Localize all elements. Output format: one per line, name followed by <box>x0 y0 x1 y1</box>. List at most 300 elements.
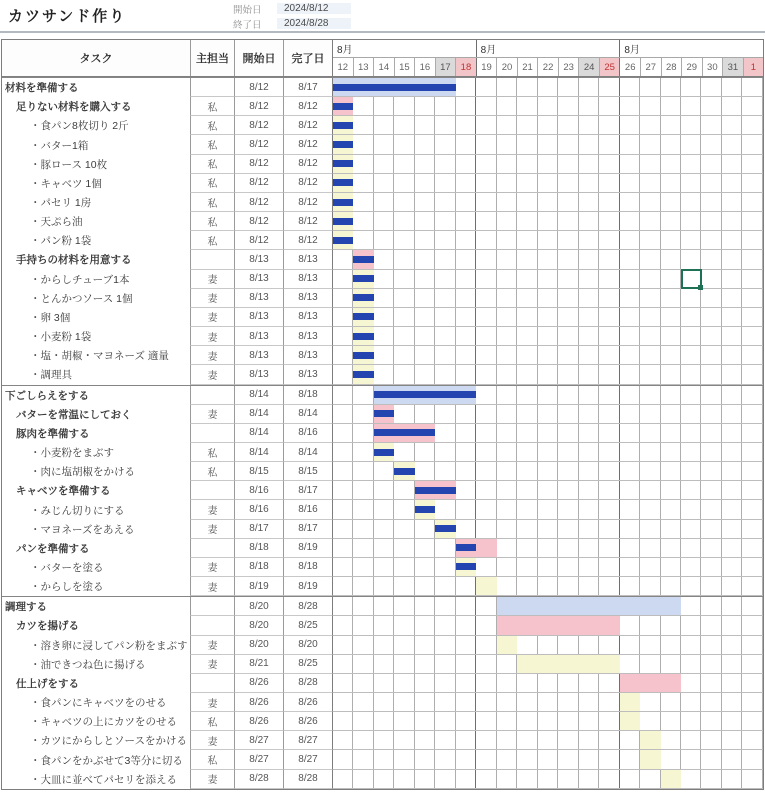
day-cell[interactable] <box>333 365 353 383</box>
day-cell[interactable] <box>701 308 721 326</box>
day-cell[interactable] <box>661 750 681 768</box>
day-cell[interactable] <box>538 78 558 96</box>
owner-cell[interactable] <box>190 78 234 97</box>
task-cell[interactable]: ・みじん切りにする <box>2 500 190 519</box>
day-cell[interactable] <box>558 155 578 173</box>
day-header-cell[interactable]: 26 <box>620 58 641 76</box>
day-cell[interactable] <box>681 97 701 115</box>
day-cell[interactable] <box>435 712 455 730</box>
day-cell[interactable] <box>374 174 394 192</box>
day-cell[interactable] <box>374 693 394 711</box>
day-cell[interactable] <box>599 116 619 134</box>
day-cell[interactable] <box>620 750 640 768</box>
day-cell[interactable] <box>640 308 660 326</box>
day-cell[interactable] <box>476 174 496 192</box>
day-cell[interactable] <box>722 346 742 364</box>
day-cell[interactable] <box>497 424 517 442</box>
day-cell[interactable] <box>435 327 455 345</box>
day-header-cell[interactable]: 20 <box>497 58 518 76</box>
day-cell[interactable] <box>435 693 455 711</box>
day-cell[interactable] <box>681 386 701 404</box>
owner-cell[interactable]: 妻 <box>190 770 234 789</box>
day-cell[interactable] <box>394 636 414 654</box>
day-cell[interactable] <box>701 135 721 153</box>
day-header-cell[interactable]: 22 <box>538 58 559 76</box>
day-cell[interactable] <box>517 116 537 134</box>
day-cell[interactable] <box>538 116 558 134</box>
task-cell[interactable]: ・豚ロース 10枚 <box>2 155 190 174</box>
day-cell[interactable] <box>415 193 435 211</box>
day-cell[interactable] <box>415 462 435 480</box>
day-cell[interactable] <box>517 327 537 345</box>
day-cell[interactable] <box>353 616 373 634</box>
end-date-cell[interactable]: 8/18 <box>283 558 332 577</box>
day-cell[interactable] <box>415 289 435 307</box>
day-cell[interactable] <box>722 597 742 615</box>
day-cell[interactable] <box>394 327 414 345</box>
day-cell[interactable] <box>456 193 476 211</box>
start-date-cell[interactable]: 8/12 <box>234 174 283 193</box>
day-cell[interactable] <box>497 712 517 730</box>
day-cell[interactable] <box>701 116 721 134</box>
day-cell[interactable] <box>620 424 640 442</box>
day-cell[interactable] <box>722 731 742 749</box>
owner-cell[interactable]: 私 <box>190 231 234 250</box>
day-cell[interactable] <box>353 674 373 692</box>
day-cell[interactable] <box>456 405 476 423</box>
day-cell[interactable] <box>558 308 578 326</box>
day-cell[interactable] <box>661 174 681 192</box>
day-cell[interactable] <box>415 693 435 711</box>
day-cell[interactable] <box>599 520 619 538</box>
day-cell[interactable] <box>456 289 476 307</box>
day-cell[interactable] <box>538 135 558 153</box>
day-header-cell[interactable]: 19 <box>477 58 498 76</box>
day-cell[interactable] <box>579 97 599 115</box>
start-date-cell[interactable]: 8/12 <box>234 155 283 174</box>
day-cell[interactable] <box>497 212 517 230</box>
day-cell[interactable] <box>620 365 640 383</box>
end-date-cell[interactable]: 8/12 <box>283 135 332 154</box>
day-cell[interactable] <box>456 270 476 288</box>
day-cell[interactable] <box>640 520 660 538</box>
day-cell[interactable] <box>599 250 619 268</box>
day-cell[interactable] <box>538 193 558 211</box>
end-date-cell[interactable]: 8/25 <box>283 655 332 674</box>
day-cell[interactable] <box>701 539 721 557</box>
day-cell[interactable] <box>476 443 496 461</box>
day-cell[interactable] <box>476 116 496 134</box>
owner-cell[interactable]: 妻 <box>190 636 234 655</box>
day-cell[interactable] <box>517 539 537 557</box>
day-cell[interactable] <box>333 655 353 673</box>
day-cell[interactable] <box>742 116 762 134</box>
day-cell[interactable] <box>579 231 599 249</box>
day-cell[interactable] <box>722 155 742 173</box>
day-cell[interactable] <box>742 289 762 307</box>
day-cell[interactable] <box>497 365 517 383</box>
task-cell[interactable]: ・からしを塗る <box>2 577 190 596</box>
day-cell[interactable] <box>681 712 701 730</box>
owner-cell[interactable]: 私 <box>190 135 234 154</box>
day-cell[interactable] <box>722 577 742 595</box>
task-cell[interactable]: ・マヨネーズをあえる <box>2 520 190 539</box>
day-cell[interactable] <box>620 558 640 576</box>
day-cell[interactable] <box>353 750 373 768</box>
day-cell[interactable] <box>701 250 721 268</box>
start-date-cell[interactable]: 8/12 <box>234 193 283 212</box>
day-cell[interactable] <box>681 636 701 654</box>
day-cell[interactable] <box>579 174 599 192</box>
day-cell[interactable] <box>476 212 496 230</box>
day-cell[interactable] <box>579 712 599 730</box>
day-cell[interactable] <box>538 443 558 461</box>
start-date-cell[interactable]: 8/28 <box>234 770 283 789</box>
day-cell[interactable] <box>435 443 455 461</box>
day-cell[interactable] <box>558 462 578 480</box>
day-cell[interactable] <box>353 577 373 595</box>
task-cell[interactable]: ・卵 3個 <box>2 308 190 327</box>
day-cell[interactable] <box>599 308 619 326</box>
day-cell[interactable] <box>415 174 435 192</box>
day-cell[interactable] <box>435 462 455 480</box>
day-cell[interactable] <box>415 212 435 230</box>
day-cell[interactable] <box>701 597 721 615</box>
day-cell[interactable] <box>558 520 578 538</box>
day-cell[interactable] <box>701 674 721 692</box>
day-cell[interactable] <box>722 539 742 557</box>
day-cell[interactable] <box>681 616 701 634</box>
day-cell[interactable] <box>742 424 762 442</box>
day-cell[interactable] <box>742 212 762 230</box>
day-cell[interactable] <box>742 770 762 788</box>
fill-handle[interactable] <box>698 285 703 290</box>
day-cell[interactable] <box>742 78 762 96</box>
day-cell[interactable] <box>476 78 496 96</box>
day-cell[interactable] <box>742 135 762 153</box>
day-cell[interactable] <box>640 462 660 480</box>
owner-cell[interactable]: 私 <box>190 97 234 116</box>
day-cell[interactable] <box>701 365 721 383</box>
day-cell[interactable] <box>497 250 517 268</box>
day-cell[interactable] <box>333 250 353 268</box>
day-cell[interactable] <box>558 386 578 404</box>
day-cell[interactable] <box>394 308 414 326</box>
day-cell[interactable] <box>701 289 721 307</box>
day-cell[interactable] <box>742 386 762 404</box>
day-cell[interactable] <box>374 346 394 364</box>
task-cell[interactable]: 材料を準備する <box>2 78 190 97</box>
end-date-cell[interactable]: 8/27 <box>283 750 332 769</box>
day-cell[interactable] <box>538 424 558 442</box>
day-cell[interactable] <box>661 520 681 538</box>
start-date-cell[interactable]: 8/27 <box>234 750 283 769</box>
day-cell[interactable] <box>394 655 414 673</box>
day-cell[interactable] <box>497 558 517 576</box>
day-cell[interactable] <box>415 405 435 423</box>
day-cell[interactable] <box>476 308 496 326</box>
day-cell[interactable] <box>681 231 701 249</box>
day-cell[interactable] <box>456 655 476 673</box>
day-cell[interactable] <box>476 520 496 538</box>
day-cell[interactable] <box>640 231 660 249</box>
day-cell[interactable] <box>579 443 599 461</box>
day-cell[interactable] <box>661 193 681 211</box>
day-cell[interactable] <box>374 712 394 730</box>
end-date-cell[interactable]: 8/27 <box>283 731 332 750</box>
day-cell[interactable] <box>701 558 721 576</box>
day-cell[interactable] <box>456 712 476 730</box>
task-cell[interactable]: ・小麦粉 1袋 <box>2 327 190 346</box>
day-cell[interactable] <box>661 731 681 749</box>
day-cell[interactable] <box>374 500 394 518</box>
day-cell[interactable] <box>599 443 619 461</box>
day-cell[interactable] <box>620 193 640 211</box>
day-header-cell[interactable]: 30 <box>703 58 724 76</box>
day-cell[interactable] <box>497 270 517 288</box>
day-cell[interactable] <box>456 731 476 749</box>
day-cell[interactable] <box>681 155 701 173</box>
task-cell[interactable]: ・パセリ 1房 <box>2 193 190 212</box>
day-cell[interactable] <box>661 655 681 673</box>
owner-cell[interactable]: 私 <box>190 212 234 231</box>
day-cell[interactable] <box>742 731 762 749</box>
day-cell[interactable] <box>353 443 373 461</box>
start-date-cell[interactable]: 8/20 <box>234 636 283 655</box>
day-cell[interactable] <box>456 135 476 153</box>
day-cell[interactable] <box>517 386 537 404</box>
day-header-cell[interactable]: 25 <box>600 58 621 76</box>
day-cell[interactable] <box>374 577 394 595</box>
day-cell[interactable] <box>415 155 435 173</box>
end-date-cell[interactable]: 8/16 <box>283 424 332 443</box>
day-cell[interactable] <box>497 386 517 404</box>
end-date-cell[interactable]: 8/12 <box>283 116 332 135</box>
day-cell[interactable] <box>681 135 701 153</box>
end-date-cell[interactable]: 8/12 <box>283 174 332 193</box>
day-cell[interactable] <box>415 770 435 788</box>
day-cell[interactable] <box>497 481 517 499</box>
day-cell[interactable] <box>374 520 394 538</box>
day-cell[interactable] <box>333 750 353 768</box>
day-cell[interactable] <box>681 520 701 538</box>
day-cell[interactable] <box>661 558 681 576</box>
day-cell[interactable] <box>620 289 640 307</box>
day-cell[interactable] <box>701 462 721 480</box>
day-cell[interactable] <box>435 231 455 249</box>
end-date-cell[interactable]: 8/13 <box>283 308 332 327</box>
day-cell[interactable] <box>558 365 578 383</box>
day-cell[interactable] <box>620 250 640 268</box>
owner-cell[interactable] <box>190 250 234 269</box>
day-cell[interactable] <box>497 750 517 768</box>
day-cell[interactable] <box>333 443 353 461</box>
day-cell[interactable] <box>374 270 394 288</box>
day-header-cell[interactable]: 21 <box>518 58 539 76</box>
end-date-cell[interactable]: 8/14 <box>283 405 332 424</box>
day-cell[interactable] <box>722 270 742 288</box>
day-cell[interactable] <box>538 500 558 518</box>
day-cell[interactable] <box>497 231 517 249</box>
day-cell[interactable] <box>517 770 537 788</box>
day-cell[interactable] <box>476 731 496 749</box>
task-cell[interactable]: バターを常温にしておく <box>2 405 190 424</box>
day-cell[interactable] <box>497 674 517 692</box>
day-cell[interactable] <box>415 520 435 538</box>
day-cell[interactable] <box>661 365 681 383</box>
day-cell[interactable] <box>681 193 701 211</box>
day-cell[interactable] <box>456 327 476 345</box>
owner-cell[interactable]: 私 <box>190 750 234 769</box>
day-cell[interactable] <box>415 597 435 615</box>
day-cell[interactable] <box>353 193 373 211</box>
day-cell[interactable] <box>579 308 599 326</box>
day-cell[interactable] <box>353 424 373 442</box>
owner-cell[interactable]: 妻 <box>190 693 234 712</box>
day-cell[interactable] <box>456 424 476 442</box>
day-cell[interactable] <box>538 346 558 364</box>
owner-cell[interactable]: 妻 <box>190 520 234 539</box>
day-cell[interactable] <box>579 327 599 345</box>
day-cell[interactable] <box>456 174 476 192</box>
day-cell[interactable] <box>620 616 640 634</box>
start-date-cell[interactable]: 8/26 <box>234 674 283 693</box>
day-cell[interactable] <box>497 693 517 711</box>
day-cell[interactable] <box>456 636 476 654</box>
day-cell[interactable] <box>517 155 537 173</box>
day-cell[interactable] <box>538 770 558 788</box>
day-cell[interactable] <box>538 308 558 326</box>
day-header-cell[interactable]: 24 <box>579 58 600 76</box>
day-cell[interactable] <box>558 693 578 711</box>
day-cell[interactable] <box>435 655 455 673</box>
day-cell[interactable] <box>558 674 578 692</box>
end-date-cell[interactable]: 8/12 <box>283 212 332 231</box>
day-cell[interactable] <box>599 558 619 576</box>
day-cell[interactable] <box>742 462 762 480</box>
day-cell[interactable] <box>374 616 394 634</box>
day-cell[interactable] <box>476 231 496 249</box>
day-cell[interactable] <box>394 693 414 711</box>
day-cell[interactable] <box>640 212 660 230</box>
task-cell[interactable]: 手持ちの材料を用意する <box>2 250 190 269</box>
day-cell[interactable] <box>620 386 640 404</box>
day-cell[interactable] <box>579 135 599 153</box>
start-date-cell[interactable]: 8/26 <box>234 693 283 712</box>
day-cell[interactable] <box>394 500 414 518</box>
day-cell[interactable] <box>661 577 681 595</box>
day-cell[interactable] <box>415 636 435 654</box>
day-cell[interactable] <box>661 500 681 518</box>
end-date-cell[interactable]: 8/26 <box>283 693 332 712</box>
day-cell[interactable] <box>394 577 414 595</box>
day-cell[interactable] <box>599 97 619 115</box>
day-cell[interactable] <box>497 520 517 538</box>
day-cell[interactable] <box>517 78 537 96</box>
day-cell[interactable] <box>497 539 517 557</box>
day-cell[interactable] <box>353 231 373 249</box>
day-cell[interactable] <box>374 308 394 326</box>
day-cell[interactable] <box>599 346 619 364</box>
day-cell[interactable] <box>722 500 742 518</box>
owner-cell[interactable]: 妻 <box>190 558 234 577</box>
day-cell[interactable] <box>476 193 496 211</box>
day-header-cell[interactable]: 18 <box>456 58 477 76</box>
day-cell[interactable] <box>394 770 414 788</box>
start-date-cell[interactable]: 8/12 <box>234 97 283 116</box>
day-cell[interactable] <box>374 155 394 173</box>
owner-cell[interactable] <box>190 597 234 616</box>
day-cell[interactable] <box>742 365 762 383</box>
day-cell[interactable] <box>538 386 558 404</box>
day-cell[interactable] <box>435 558 455 576</box>
day-cell[interactable] <box>538 212 558 230</box>
day-cell[interactable] <box>435 174 455 192</box>
day-cell[interactable] <box>497 174 517 192</box>
day-cell[interactable] <box>742 405 762 423</box>
day-cell[interactable] <box>394 558 414 576</box>
day-cell[interactable] <box>681 500 701 518</box>
day-cell[interactable] <box>374 539 394 557</box>
day-cell[interactable] <box>456 520 476 538</box>
day-cell[interactable] <box>599 500 619 518</box>
start-date-cell[interactable]: 8/19 <box>234 577 283 596</box>
day-header-cell[interactable]: 17 <box>436 58 457 76</box>
day-cell[interactable] <box>640 386 660 404</box>
owner-cell[interactable] <box>190 539 234 558</box>
end-date-cell[interactable]: 8/12 <box>283 155 332 174</box>
day-cell[interactable] <box>394 597 414 615</box>
day-cell[interactable] <box>620 308 640 326</box>
task-cell[interactable]: ・塩・胡椒・マヨネーズ 適量 <box>2 346 190 365</box>
day-cell[interactable] <box>333 500 353 518</box>
owner-cell[interactable]: 妻 <box>190 731 234 750</box>
end-date-cell[interactable]: 8/17 <box>283 520 332 539</box>
day-cell[interactable] <box>579 155 599 173</box>
day-cell[interactable] <box>476 693 496 711</box>
day-cell[interactable] <box>456 231 476 249</box>
day-cell[interactable] <box>661 116 681 134</box>
day-cell[interactable] <box>476 481 496 499</box>
day-cell[interactable] <box>435 250 455 268</box>
day-cell[interactable] <box>681 424 701 442</box>
task-cell[interactable]: ・パン粉 1袋 <box>2 231 190 250</box>
day-cell[interactable] <box>435 616 455 634</box>
task-cell[interactable]: ・キャベツの上にカツをのせる <box>2 712 190 731</box>
day-cell[interactable] <box>456 155 476 173</box>
day-cell[interactable] <box>722 250 742 268</box>
day-cell[interactable] <box>538 231 558 249</box>
day-header-cell[interactable]: 13 <box>354 58 375 76</box>
owner-cell[interactable]: 妻 <box>190 577 234 596</box>
day-cell[interactable] <box>415 250 435 268</box>
day-cell[interactable] <box>415 616 435 634</box>
day-cell[interactable] <box>353 597 373 615</box>
day-cell[interactable] <box>640 481 660 499</box>
day-cell[interactable] <box>640 577 660 595</box>
day-cell[interactable] <box>374 212 394 230</box>
day-cell[interactable] <box>333 520 353 538</box>
day-cell[interactable] <box>722 116 742 134</box>
day-cell[interactable] <box>579 558 599 576</box>
day-cell[interactable] <box>353 462 373 480</box>
end-date-cell[interactable]: 8/17 <box>283 78 332 97</box>
day-cell[interactable] <box>701 155 721 173</box>
day-cell[interactable] <box>681 289 701 307</box>
day-cell[interactable] <box>435 577 455 595</box>
day-cell[interactable] <box>558 193 578 211</box>
day-cell[interactable] <box>476 135 496 153</box>
